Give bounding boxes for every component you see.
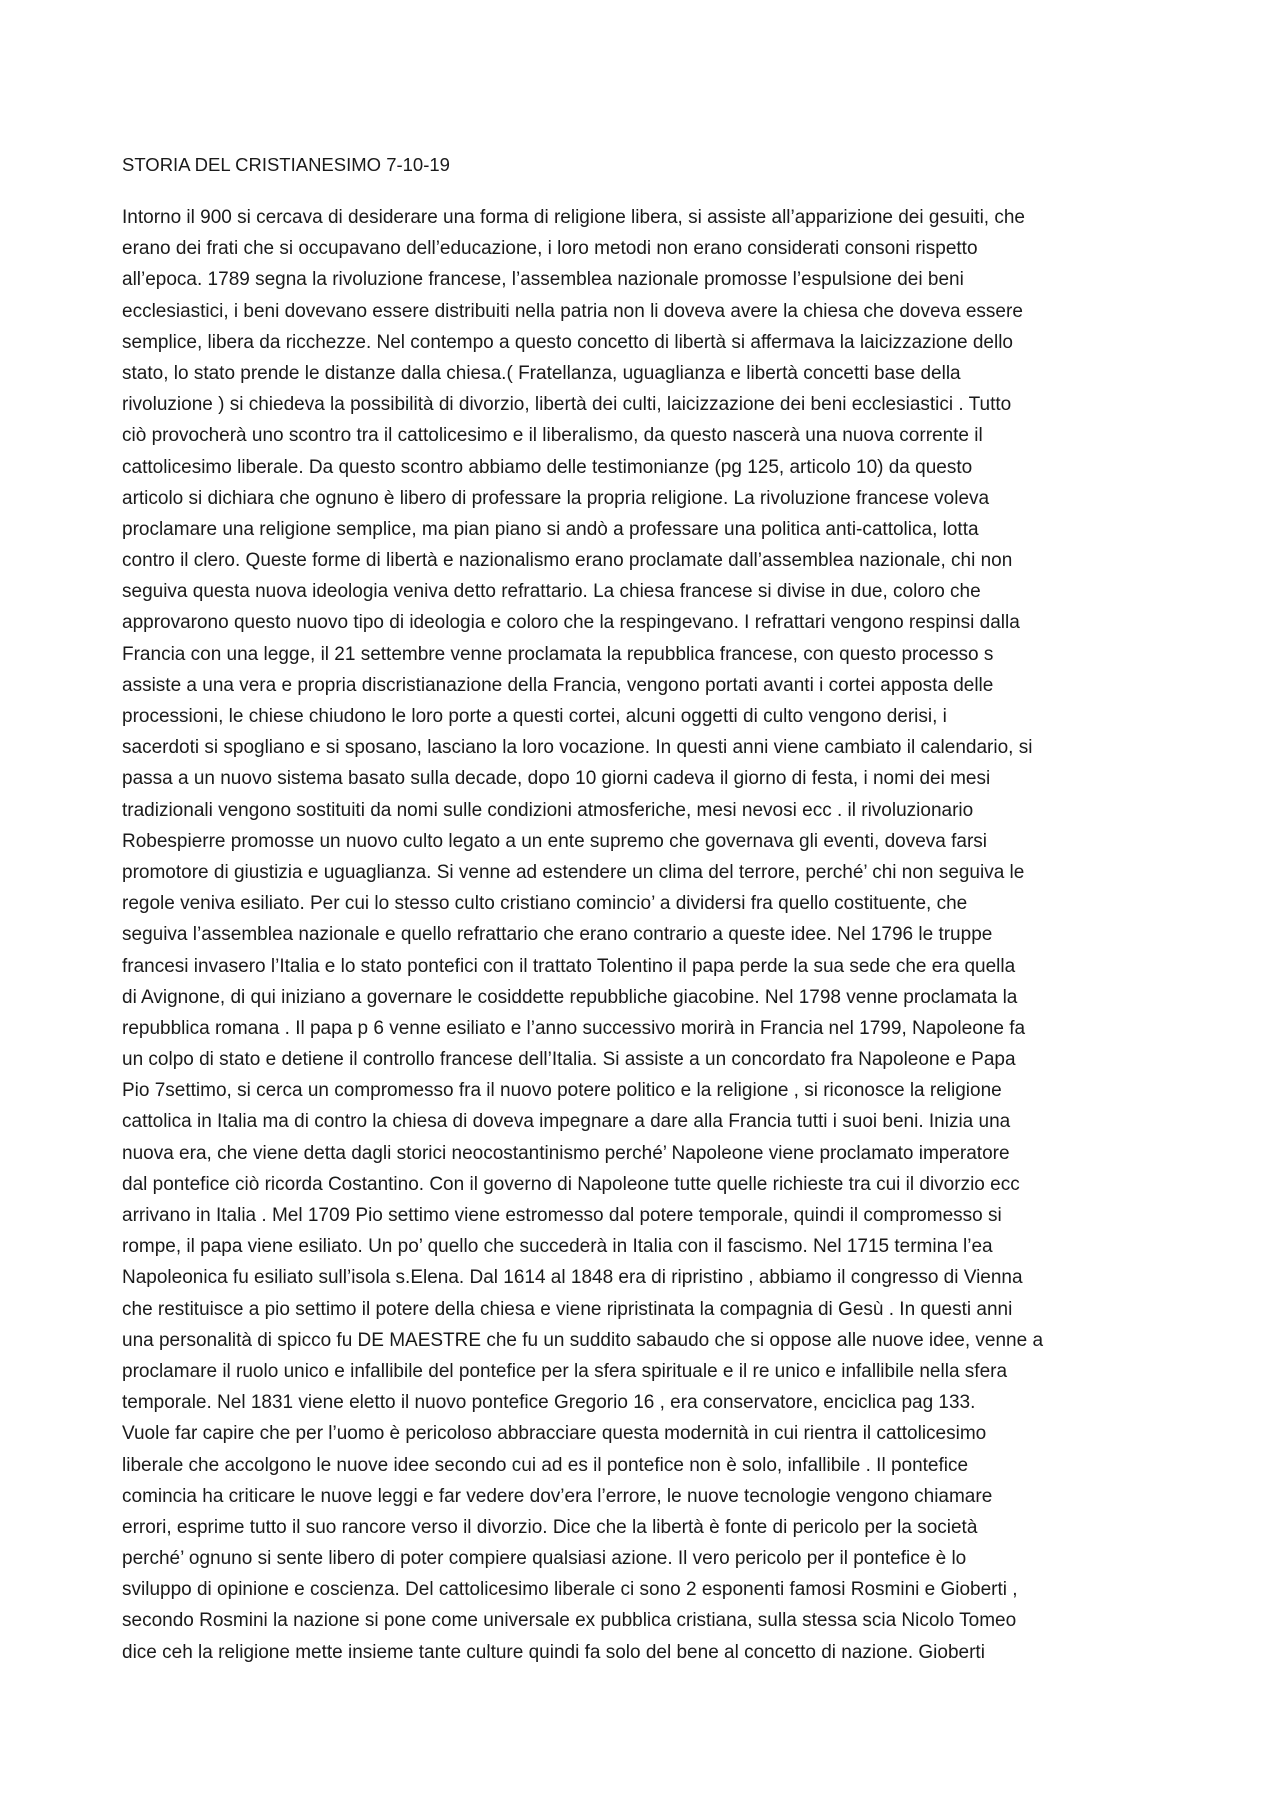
text-line: proclamare una religione semplice, ma pian piano si andò a professare una politica anti-cattolica, lotta <box>122 518 979 540</box>
text-line: semplice, libera da ricchezze. Nel contempo a questo concetto di libertà si affermava la laicizzazione dello <box>122 331 1013 353</box>
text-line: arrivano in Italia . Mel 1709 Pio settimo viene estromesso dal potere temporale, quindi il compromesso si <box>122 1205 1002 1226</box>
text-line: liberale che accolgono le nuove idee secondo cui ad es il pontefice non è solo, infallibile . Il pontefice <box>122 1454 969 1476</box>
text-line: Intorno il 900 si cercava di desiderare una forma di religione libera, si assiste all’apparizione dei gesuiti, che <box>122 207 1025 228</box>
text-line: Francia con una legge, il 21 settembre venne proclamata la repubblica francese, con questo processo s <box>122 643 994 665</box>
text-line: processioni, le chiese chiudono le loro porte a questi cortei, alcuni oggetti di culto vengono derisi, i <box>122 706 947 727</box>
text-line: temporale. Nel 1831 viene eletto il nuovo pontefice Gregorio 16 , era conservatore, enciclica pag 133. <box>122 1392 976 1414</box>
document-title: STORIA DEL CRISTIANESIMO 7-10-19 <box>122 154 450 175</box>
text-line: erano dei frati che si occupavano dell’educazione, i loro metodi non erano considerati consoni rispetto <box>122 238 978 260</box>
text-line: un colpo di stato e detiene il controllo francese dell’Italia. Si assiste a un concordato fra Napoleone e Papa <box>122 1049 1016 1071</box>
text-line: che restituisce a pio settimo il potere della chiesa e viene ripristinata la compagnia di Gesù . In questi anni <box>122 1298 1013 1320</box>
document-body <box>122 202 1182 1668</box>
text-line: dice ceh la religione mette insieme tante culture quindi fa solo del bene al concetto di nazione. Gioberti <box>122 1641 985 1663</box>
text-line: contro il clero. Queste forme di libertà e nazionalismo erano proclamate dall’assemblea nazionale, chi non <box>122 550 1013 572</box>
text-line: Robespierre promosse un nuovo culto legato a un ente supremo che governava gli eventi, doveva farsi <box>122 830 988 852</box>
text-line: perché’ ognuno si sente libero di poter compiere qualsiasi azione. Il vero pericolo per il pontefice è lo <box>122 1548 967 1570</box>
text-line: sviluppo di opinione e coscienza. Del cattolicesimo liberale ci sono 2 esponenti famosi Rosmini e Gioberti , <box>122 1579 1018 1601</box>
text-line: comincia ha criticare le nuove leggi e far vedere dov’era l’errore, le nuove tecnologie vengono chiamare <box>122 1485 993 1507</box>
text-line: rivoluzione ) si chiedeva la possibilità di divorzio, libertà dei culti, laicizzazione dei beni ecclesiastici . Tutto <box>122 394 1012 416</box>
text-line: all’epoca. 1789 segna la rivoluzione francese, l’assemblea nazionale promosse l’espulsione dei beni <box>122 269 964 291</box>
text-line: promotore di giustizia e uguaglianza. Si venne ad estendere un clima del terrore, perché’ chi non seguiva le <box>122 861 1025 883</box>
text-line: Pio 7settimo, si cerca un compromesso fra il nuovo potere politico e la religione , si riconosce la religione <box>122 1080 1002 1102</box>
text-line: Vuole far capire che per l’uomo è pericoloso abbracciare questa modernità in cui rientra il cattolicesimo <box>122 1423 987 1445</box>
text-line: secondo Rosmini la nazione si pone come universale ex pubblica cristiana, sulla stessa scia Nicolo Tomeo <box>122 1610 1017 1632</box>
text-line: passa a un nuovo sistema basato sulla decade, dopo 10 giorni cadeva il giorno di festa, i nomi dei mesi <box>122 768 991 790</box>
text-line: francesi invasero l’Italia e lo stato pontefici con il trattato Tolentino il papa perde la sua sede che era quella <box>122 955 1016 977</box>
text-line: seguiva l’assemblea nazionale e quello refrattario che erano contrario a queste idee. Nel 1796 le truppe <box>122 924 993 946</box>
text-line: regole veniva esiliato. Per cui lo stesso culto cristiano comincio’ a dividersi fra quello costituente, che <box>122 893 968 915</box>
text-line: rompe, il papa viene esiliato. Un po’ quello che succederà in Italia con il fascismo. Nel 1715 termina l’ea <box>122 1236 993 1258</box>
text-line: tradizionali vengono sostituiti da nomi sulle condizioni atmosferiche, mesi nevosi ecc . il rivoluzionario <box>122 799 974 821</box>
text-line: approvarono questo nuovo tipo di ideologia e coloro che la respingevano. I refrattari vengono respinsi dalla <box>122 612 1020 634</box>
text-line: cattolica in Italia ma di contro la chiesa di doveva impegnare a dare alla Francia tutti i suoi beni. Inizia una <box>122 1111 1011 1133</box>
text-line: errori, esprime tutto il suo rancore verso il divorzio. Dice che la libertà è fonte di pericolo per la società <box>122 1516 978 1538</box>
text-line: sacerdoti si spogliano e si sposano, lasciano la loro vocazione. In questi anni viene cambiato il calendario, si <box>122 737 1033 759</box>
text-line: seguiva questa nuova ideologia veniva detto refrattario. La chiesa francese si divise in due, coloro che <box>122 581 981 603</box>
text-line: dal pontefice ciò ricorda Costantino. Con il governo di Napoleone tutte quelle richieste tra cui il divorzio ecc <box>122 1173 1020 1195</box>
text-line: cattolicesimo liberale. Da questo scontro abbiamo delle testimonianze (pg 125, articolo 10) da questo <box>122 456 973 478</box>
text-line: nuova era, che viene detta dagli storici neocostantinismo perché’ Napoleone viene proclamato imperatore <box>122 1142 1010 1164</box>
text-line: ciò provocherà uno scontro tra il cattolicesimo e il liberalismo, da questo nascerà una nuova corrente il <box>122 425 983 447</box>
text-line: Napoleonica fu esiliato sull’isola s.Elena. Dal 1614 al 1848 era di ripristino , abbiamo il congresso di Vienna <box>122 1267 1023 1289</box>
text-line: ecclesiastici, i beni dovevano essere distribuiti nella patria non li doveva avere la chiesa che doveva essere <box>122 300 1023 322</box>
text-line: repubblica romana . Il papa p 6 venne esiliato e l’anno successivo morirà in Francia nel 1799, Napoleone fa <box>122 1017 1026 1039</box>
text-line: una personalità di spicco fu DE MAESTRE che fu un suddito sabaudo che si oppose alle nuove idee, venne a <box>122 1329 1044 1351</box>
text-line: di Avignone, di qui iniziano a governare le cosiddette repubbliche giacobine. Nel 1798 venne proclamata la <box>122 986 1018 1008</box>
text-line: proclamare il ruolo unico e infallibile del pontefice per la sfera spirituale e il re unico e infallibile nella sfera <box>122 1360 1008 1382</box>
text-line: stato, lo stato prende le distanze dalla chiesa.( Fratellanza, uguaglianza e libertà concetti base della <box>122 362 961 384</box>
text-line: assiste a una vera e propria discristianazione della Francia, vengono portati avanti i cortei apposta delle <box>122 674 994 696</box>
text-line: articolo si dichiara che ognuno è libero di professare la propria religione. La rivoluzione francese voleva <box>122 487 990 509</box>
